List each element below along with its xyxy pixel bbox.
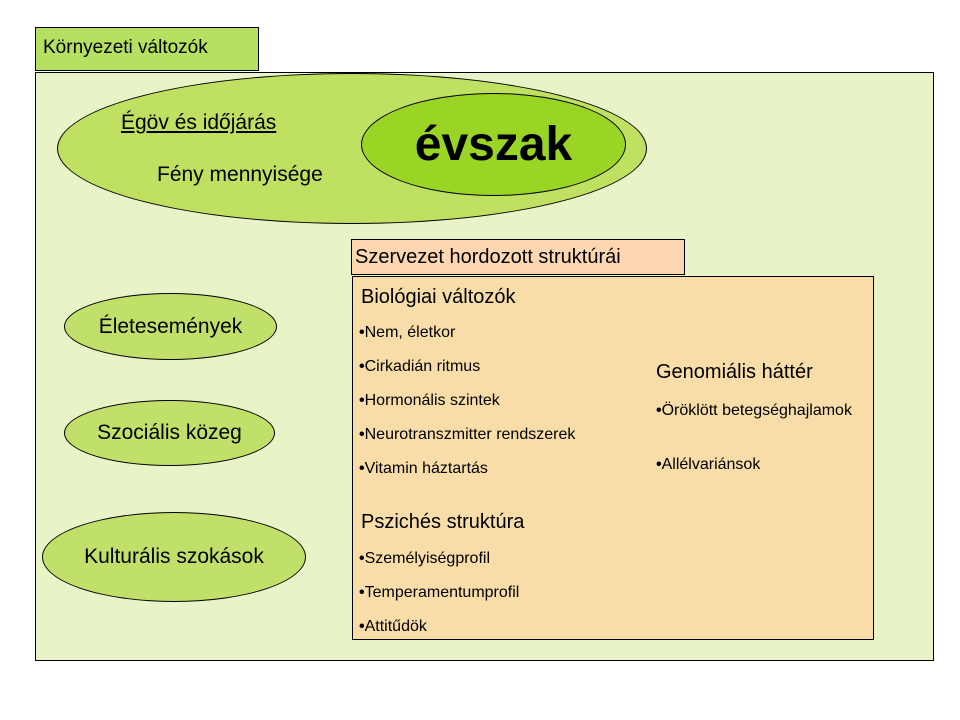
- cultural-habits-ellipse: Kulturális szokások: [42, 512, 306, 602]
- bio-item: •Cirkadián ritmus: [359, 358, 481, 375]
- life-events-ellipse: Életesemények: [64, 293, 277, 360]
- psychic-item: •Személyiségprofil: [359, 550, 490, 567]
- genomic-heading: Genomiális háttér: [656, 361, 813, 383]
- bio-item: •Neurotranszmitter rendszerek: [359, 426, 576, 443]
- bio-item: •Hormonális szintek: [359, 392, 500, 409]
- organism-structures-title: Szervezet hordozott struktúrái: [351, 239, 685, 275]
- environment-title: Környezeti változók: [35, 27, 259, 71]
- psychic-heading: Pszichés struktúra: [361, 511, 525, 533]
- season-ellipse: évszak: [361, 93, 626, 196]
- psychic-item: •Temperamentumprofil: [359, 584, 520, 601]
- climate-weather-label: Égöv és időjárás: [121, 111, 277, 134]
- psychic-item: •Attitűdök: [359, 618, 427, 635]
- light-amount-label: Fény mennyisége: [157, 163, 323, 186]
- genomic-item: •Öröklött betegséghajlamok: [656, 402, 852, 419]
- genomic-item: •Allélvariánsok: [656, 456, 761, 473]
- bio-item: •Nem, életkor: [359, 324, 456, 341]
- bio-item: •Vitamin háztartás: [359, 460, 488, 477]
- biological-heading: Biológiai változók: [361, 286, 516, 308]
- social-environment-ellipse: Szociális közeg: [64, 400, 275, 466]
